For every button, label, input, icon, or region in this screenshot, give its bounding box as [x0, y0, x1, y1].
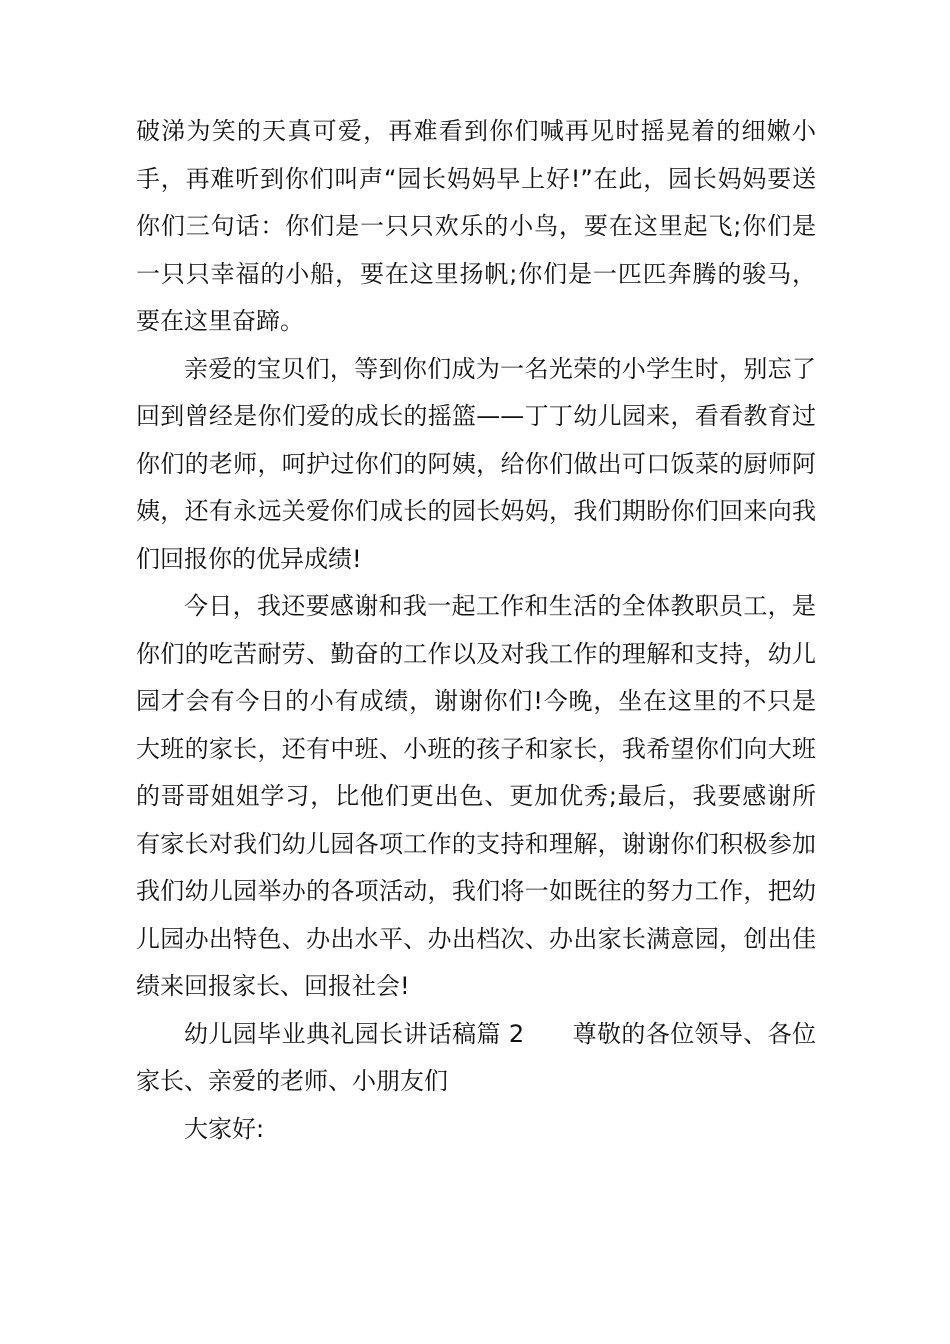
- section-salutation: 尊敬的各位领导、各位家长、亲爱的老师、小朋友们: [136, 1019, 816, 1095]
- paragraph-3: 今日，我还要感谢和我一起工作和生活的全体教职员工，是你们的吃苦耐劳、勤奋的工作以及对我工作的理解和支持，幼儿园才会有今日的小有成绩，谢谢你们!今晚，坐在这里的不只是大班的家长，还有中班、小班的孩子和家长，我希望你们向大班的哥哥姐姐学习，比他们更出色、更加优秀;最后，我要感谢所有家长对我们幼儿园各项工作的支持和理解，谢谢你们积极参加我们幼儿园举办的各项活动，我们将一如既往的努力工作，把幼儿园办出特色、办出水平、办出档次、办出家长满意园，创出佳绩来回报家长、回报社会!: [136, 592, 816, 1000]
- document-body: [136, 108, 816, 1153]
- section-heading-paragraph: [136, 1011, 816, 1106]
- paragraph-2: 亲爱的宝贝们，等到你们成为一名光荣的小学生时，别忘了回到曾经是你们爱的成长的摇篮——丁丁幼儿园来，看看教育过你们的老师，呵护过你们的阿姨，给你们做出可口饭菜的厨师阿姨，还有永远关爱你们成长的园长妈妈，我们期盼你们回来向我们回报你的优异成绩!: [136, 354, 816, 573]
- paragraph-1: 破涕为笑的天真可爱，再难看到你们喊再见时摇晃着的细嫩小手，再难听到你们叫声“园长妈妈早上好!”在此，园长妈妈要送你们三句话：你们是一只只欢乐的小鸟，要在这里起飞;你们是一只只幸福的小船，要在这里扬帆;你们是一匹匹奔腾的骏马，要在这里奋蹄。: [136, 117, 816, 335]
- section-title: 幼儿园毕业典礼园长讲话稿篇 2: [184, 1019, 525, 1048]
- greeting: 大家好:: [184, 1114, 265, 1143]
